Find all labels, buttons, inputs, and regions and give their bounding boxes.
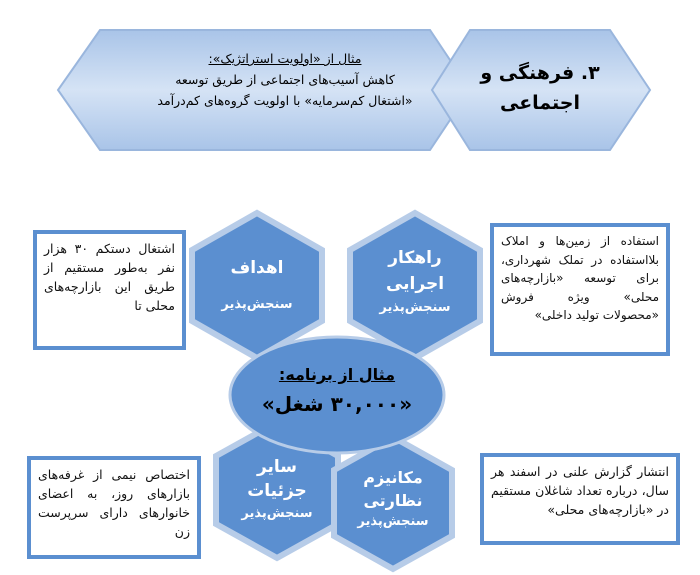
- center-label: مثال از برنامه:: [278, 365, 396, 384]
- monitoring-hexagon: [337, 466, 449, 532]
- other-title-2: جزئیات: [247, 481, 307, 501]
- example-line-1: کاهش آسیب‌های اجتماعی از طریق توسعه: [175, 72, 395, 87]
- monitoring-title-2: نظارتی: [363, 491, 423, 510]
- strategy-hexagon: [353, 245, 477, 319]
- goals-text: اشتغال دستکم ۳۰ هزار نفر به‌طور مستقیم از طریق این بازارچه‌های محلی تا: [44, 241, 175, 313]
- center-example: [235, 362, 439, 420]
- monitoring-title-1: مکانیزم: [363, 468, 423, 487]
- other-subtitle: سنجش‌پذیر: [241, 506, 313, 521]
- strategy-title-2: اجرایی: [385, 274, 445, 294]
- other-text: اختصاص نیمی از غرفه‌های بازارهای روز، به اعضای خانوارهای دارای سرپرست زن: [38, 467, 190, 539]
- monitoring-subtitle: سنجش‌پذیر: [357, 514, 429, 529]
- example-title: مثال از «اولویت استراتژیک»:: [208, 51, 362, 66]
- other-hexagon: [219, 455, 335, 525]
- goals-title: اهداف: [230, 258, 284, 278]
- example-line-2: «اشتغال کم‌سرمایه» با اولویت گروه‌های کم‌درآمد: [157, 93, 413, 108]
- strategy-subtitle: سنجش‌پذیر: [379, 300, 451, 315]
- monitoring-text: انتشار گزارش علنی در اسفند هر سال، درباره تعداد شاغلان مستقیم در «بازارچه‌های محلی»: [491, 464, 669, 517]
- center-value: «۳۰,۰۰۰ شغل»: [261, 392, 413, 416]
- section-title: ۳. فرهنگی و اجتماعی: [480, 62, 600, 114]
- strategy-textbox: [490, 223, 670, 356]
- monitoring-textbox: [480, 453, 680, 545]
- strategy-text: استفاده از زمین‌ها و املاک بلااستفاده در تملک شهرداری، برای توسعه «بازارچه‌های محلی» ویژه فروش «محصولات تولید داخلی»: [501, 234, 659, 322]
- other-title-1: سایر: [256, 457, 298, 477]
- other-textbox: [27, 456, 201, 559]
- strategy-title-1: راهکار: [388, 248, 442, 268]
- goals-hexagon: [195, 255, 319, 317]
- example-banner: [120, 48, 450, 111]
- goals-textbox: [33, 230, 186, 350]
- goals-subtitle: سنجش‌پذیر: [221, 297, 293, 312]
